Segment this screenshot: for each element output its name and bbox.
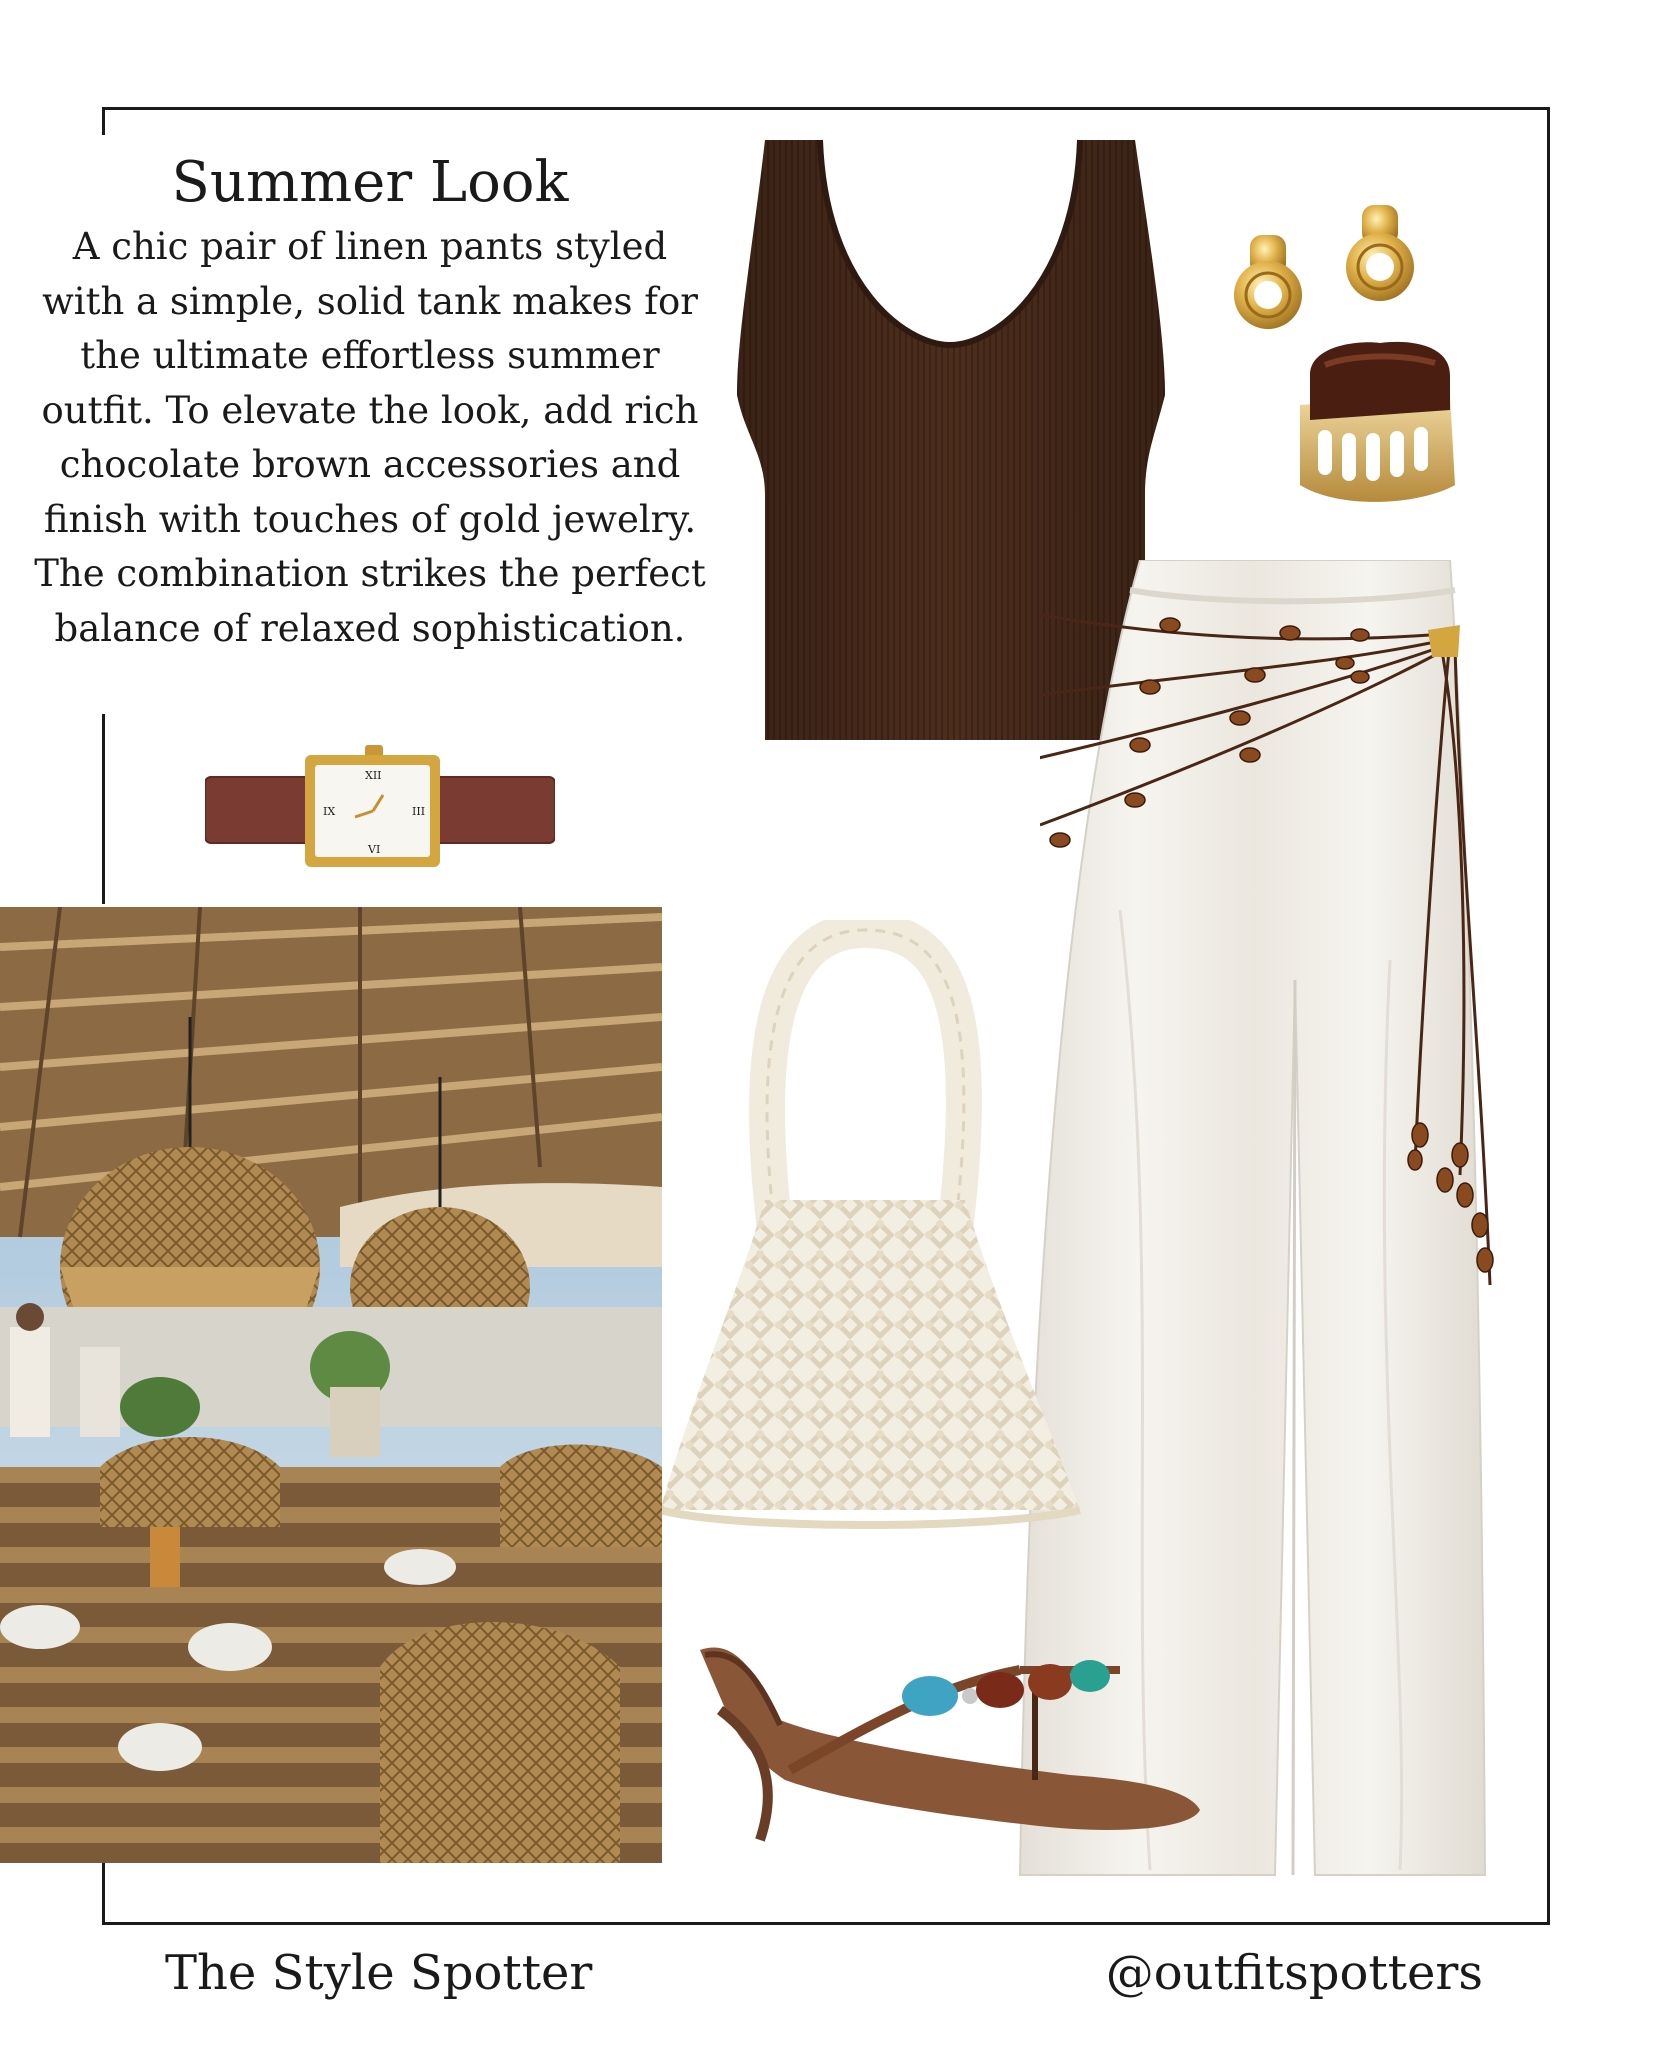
- svg-text:VI: VI: [368, 843, 381, 856]
- instagram-handle[interactable]: @outfitspotters: [1105, 1945, 1483, 2001]
- look-description: A chic pair of linen pants styled with a simple, solid tank makes for the ultimate effortless summer outfit. To elevate the look, add rich chocolate brown accessories and finish with touches of gold jewelry. The combination strikes the perfect balance of relaxed sophistication.: [34, 225, 706, 650]
- svg-text:III: III: [412, 805, 426, 818]
- frame-left-line-top: [102, 107, 105, 135]
- frame-right-line: [1547, 107, 1550, 1925]
- cream-macrame-bag-image[interactable]: [655, 920, 1095, 1550]
- frame-bottom-line: [102, 1922, 1550, 1925]
- brown-jeweled-sandal-image[interactable]: [690, 1630, 1210, 1850]
- right-earring: [1346, 205, 1414, 301]
- look-title: Summer Look: [171, 150, 569, 215]
- beaded-brown-belt-image[interactable]: [1040, 595, 1510, 1295]
- svg-text:XII: XII: [365, 769, 382, 782]
- gold-watch-image[interactable]: [205, 745, 555, 875]
- rattan-restaurant-photo[interactable]: [0, 907, 662, 1863]
- brown-claw-clip-image[interactable]: [1280, 335, 1470, 515]
- gold-earrings-image[interactable]: [1230, 195, 1450, 345]
- svg-text:IX: IX: [323, 805, 336, 818]
- frame-top-line: [102, 107, 1550, 110]
- frame-left-line-mid: [102, 714, 105, 904]
- brand-name: The Style Spotter: [165, 1945, 593, 2001]
- frame-left-line-bottom: [102, 1862, 105, 1924]
- left-earring: [1234, 235, 1302, 329]
